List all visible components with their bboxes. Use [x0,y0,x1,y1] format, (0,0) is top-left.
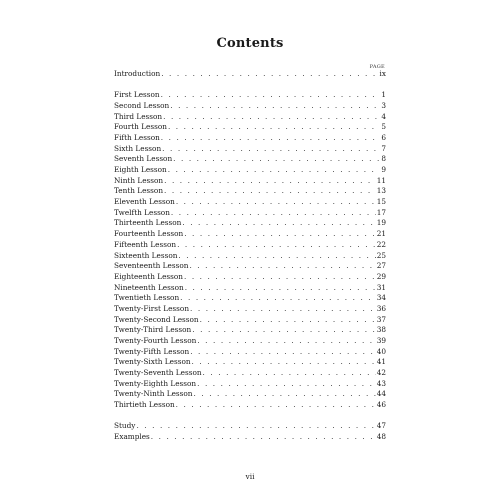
dot-leader [194,389,376,400]
dot-leader [164,186,376,197]
toc-entry-page: 4 [381,111,386,121]
toc-entry-label: Twenty-Second Lesson [114,314,199,324]
toc-entry-page: 11 [376,175,386,185]
toc-entry-page: 22 [376,239,386,249]
toc-front-matter [114,69,386,80]
toc-entry [114,400,386,411]
toc-entry-page: 42 [376,368,386,378]
toc-entry-page: 37 [376,314,386,324]
toc-entry [114,304,386,315]
dot-leader [197,379,376,390]
dot-leader [184,229,375,240]
toc-entry-label: Sixth Lesson [114,143,162,153]
dot-leader [180,293,376,304]
toc-entry-page: 27 [376,261,386,271]
dot-leader [161,90,381,101]
table-of-contents [114,69,386,443]
toc-entry-label: Introduction [114,69,161,78]
dot-leader [200,315,376,326]
dot-leader [182,218,375,229]
dot-leader [190,304,376,315]
toc-entry [114,101,386,112]
section-gap [114,80,386,91]
toc-entry-label: Seventeenth Lesson [114,261,189,271]
toc-entry [114,283,386,294]
toc-entry-label: Twenty-Eighth Lesson [114,378,197,388]
toc-entry [114,272,386,283]
toc-entry [114,357,386,368]
toc-entry-label: First Lesson [114,90,160,100]
dot-leader [168,165,381,176]
dot-leader [178,251,375,262]
page-number: vii [245,472,255,481]
toc-entry-label: Second Lesson [114,100,170,110]
toc-entry-page: 7 [381,143,386,153]
toc-entry-page: 1 [381,90,386,100]
toc-entry-label: Fifteenth Lesson [114,239,177,249]
toc-entry-label: Seventh Lesson [114,154,173,164]
toc-entry-label: Eleventh Lesson [114,197,175,207]
dot-leader [190,347,376,358]
toc-entry-label: Twenty-Fifth Lesson [114,346,190,356]
toc-entry-page: 41 [376,357,386,367]
dot-leader [161,133,381,144]
dot-leader [192,357,376,368]
toc-entry-label: Twelfth Lesson [114,207,170,217]
dot-leader [184,272,376,283]
toc-entry-label: Examples [114,432,150,441]
toc-entry [114,261,386,272]
dot-leader [168,122,380,133]
toc-entry [114,432,386,443]
toc-entry-page: 43 [376,378,386,388]
toc-entry [114,336,386,347]
toc-entry-page: 36 [376,303,386,313]
toc-entry-page: 19 [376,218,386,228]
toc-entry-page: ix [379,69,386,78]
toc-entry [114,389,386,400]
toc-entry-page: 6 [381,132,386,142]
toc-entry-label: Tenth Lesson [114,186,164,196]
toc-entry-label: Twenty-Seventh Lesson [114,368,202,378]
toc-entry-page: 25 [376,250,386,260]
toc-entry-page: 39 [376,336,386,345]
toc-entry-page: 48 [376,432,386,441]
toc-entry [114,90,386,101]
dot-leader [197,336,375,347]
page-title: Contents [216,36,284,51]
toc-entry [114,379,386,390]
toc-entry-page: 34 [376,293,386,303]
dot-leader [176,400,376,411]
dot-leader [151,432,376,443]
toc-back-matter [114,421,386,442]
toc-entry-label: Eighth Lesson [114,165,167,174]
dot-leader [192,325,375,336]
toc-entry-label: Thirteenth Lesson [114,218,182,228]
toc-entry-page: 31 [376,282,386,292]
toc-entry-page: 3 [381,100,386,110]
toc-entry-label: Twenty-Fourth Lesson [114,336,197,345]
dot-leader [170,101,380,112]
toc-entry-label: Twenty-Ninth Lesson [114,389,193,399]
toc-entry-label: Thirtieth Lesson [114,400,175,410]
toc-entry-page: 40 [376,346,386,356]
toc-entry-page: 5 [381,122,386,132]
toc-entry [114,240,386,251]
toc-entry [114,208,386,219]
dot-leader [164,176,376,187]
dot-leader [173,154,380,165]
dot-leader [176,197,376,208]
toc-entry-page: 38 [376,325,386,335]
toc-entry [114,251,386,262]
dot-leader [171,208,376,219]
dot-leader [177,240,376,251]
page-column-header: PAGE [369,64,385,70]
toc-entry-page: 13 [376,186,386,196]
dot-leader [161,69,378,80]
toc-entry-label: Twenty-Third Lesson [114,325,192,335]
dot-leader [136,421,375,432]
section-gap [114,411,386,422]
toc-entry [114,176,386,187]
toc-entry-page: 46 [376,400,386,410]
toc-entry [114,229,386,240]
toc-entry [114,133,386,144]
dot-leader [163,112,380,123]
toc-entry-page: 47 [376,421,386,431]
toc-entry-label: Fourth Lesson [114,122,167,132]
toc-entry [114,197,386,208]
toc-lessons [114,90,386,411]
toc-entry-page: 17 [376,207,386,217]
toc-entry [114,69,386,80]
toc-entry [114,315,386,326]
toc-entry-label: Ninth Lesson [114,175,164,185]
toc-entry-label: Fourteenth Lesson [114,229,184,239]
toc-entry-label: Twentieth Lesson [114,293,180,303]
dot-leader [203,368,376,379]
toc-entry-label: Sixteenth Lesson [114,250,178,260]
toc-entry-label: Study [114,421,136,431]
toc-entry-page: 21 [376,229,386,239]
toc-entry-label: Eighteenth Lesson [114,271,183,281]
toc-entry [114,186,386,197]
toc-entry-label: Fifth Lesson [114,132,160,142]
toc-entry [114,347,386,358]
dot-leader [162,144,380,155]
dot-leader [185,283,376,294]
toc-entry-page: 8 [381,154,386,164]
toc-entry [114,122,386,133]
toc-entry-page: 15 [376,197,386,207]
toc-entry [114,421,386,432]
toc-entry [114,165,386,176]
toc-entry [114,144,386,155]
toc-entry [114,325,386,336]
toc-entry [114,218,386,229]
dot-leader [189,261,375,272]
toc-entry-page: 29 [376,271,386,281]
toc-entry-label: Third Lesson [114,111,163,121]
toc-entry-label: Twenty-Sixth Lesson [114,357,191,367]
toc-entry-page: 44 [376,389,386,399]
toc-entry [114,112,386,123]
toc-entry [114,154,386,165]
toc-entry [114,368,386,379]
toc-entry-label: Nineteenth Lesson [114,282,184,292]
toc-entry [114,293,386,304]
toc-entry-label: Twenty-First Lesson [114,303,190,313]
toc-entry-page: 9 [381,165,386,174]
